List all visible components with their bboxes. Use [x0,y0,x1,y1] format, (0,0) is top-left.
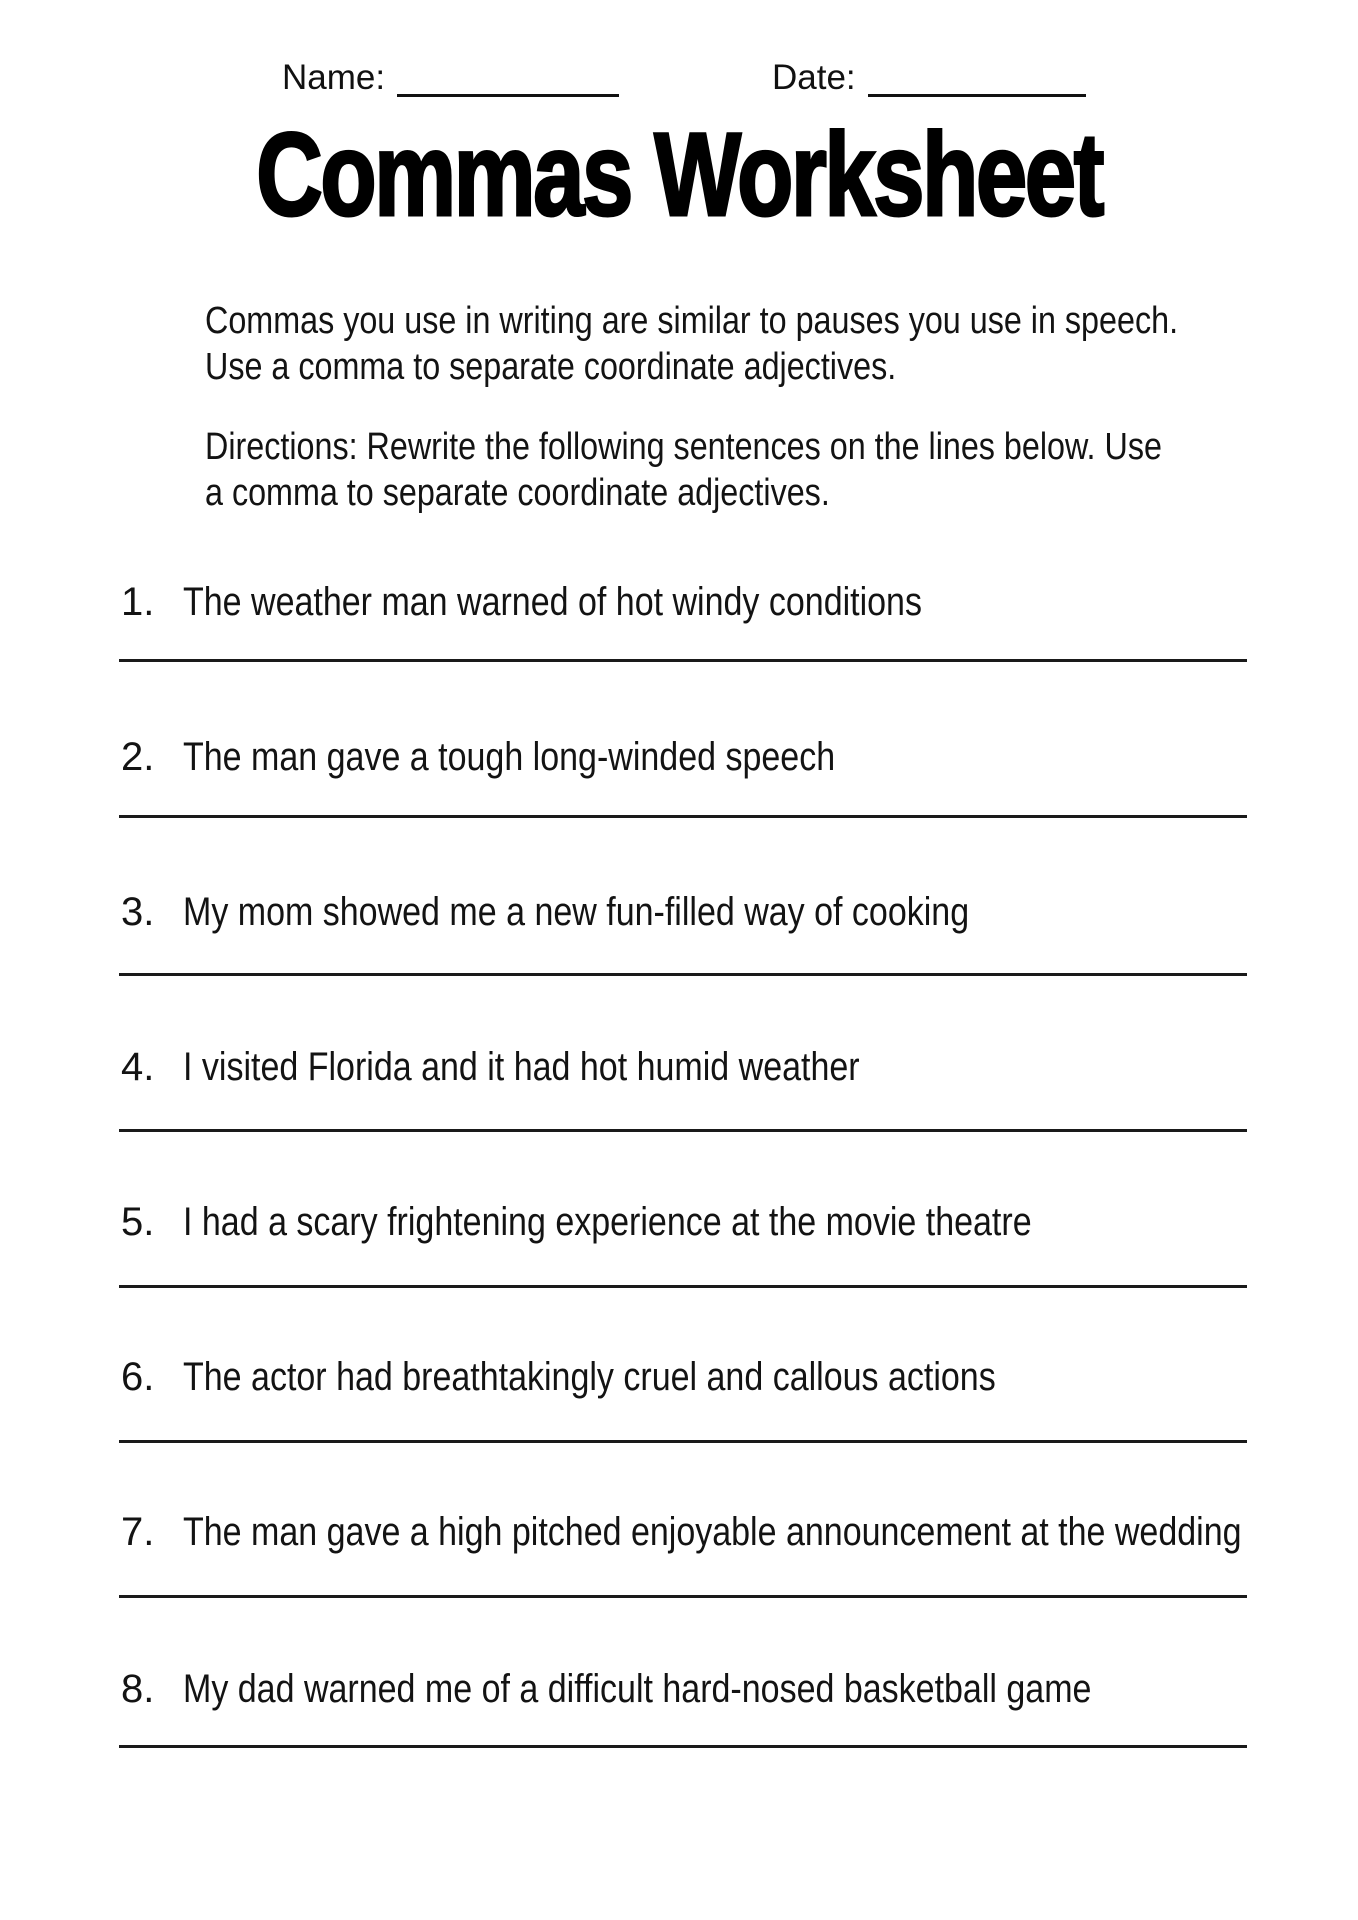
date-field [772,58,1086,97]
answer-line-5 [119,1285,1247,1288]
directions-line-1: Directions: Rewrite the following sentences on the lines below. Use [205,426,1162,468]
sentence-item-4 [121,1043,979,1091]
date-label: Date: [772,57,856,97]
name-field [282,58,619,97]
answer-line-2 [119,815,1247,818]
item-text: The weather man warned of hot windy conditions [183,580,922,624]
item-number: 4. [121,1045,155,1089]
answer-line-6 [119,1440,1247,1443]
item-text: The man gave a tough long-winded speech [183,735,836,779]
date-blank-line [868,58,1086,97]
intro-paragraph [205,298,1350,390]
sentence-item-1 [121,578,1052,626]
item-number: 1. [121,580,155,624]
sentence-item-5 [121,1198,1181,1246]
page-title: Commas Worksheet [256,109,1102,241]
name-label: Name: [282,57,386,97]
name-blank-line [397,58,619,97]
item-text: The man gave a high pitched enjoyable announcement at the wedding [183,1510,1242,1554]
title-container [0,109,1358,241]
item-text: I had a scary frightening experience at the movie theatre [183,1200,1032,1244]
answer-line-7 [119,1595,1247,1598]
item-text: The actor had breathtakingly cruel and callous actions [183,1355,996,1399]
item-number: 2. [121,735,155,779]
item-number: 6. [121,1355,155,1399]
sentence-item-7 [121,1508,1358,1556]
intro-line-1: Commas you use in writing are similar to pauses you use in speech. [205,300,1179,342]
item-number: 5. [121,1200,155,1244]
answer-line-4 [119,1129,1247,1132]
answer-line-1 [119,659,1247,662]
sentence-item-8 [121,1665,1252,1713]
answer-line-3 [119,973,1247,976]
sentence-item-6 [121,1353,1139,1401]
directions-paragraph [205,424,1331,516]
sentence-item-2 [121,733,950,781]
item-number: 3. [121,890,155,934]
intro-line-2: Use a comma to separate coordinate adjectives. [205,346,897,388]
directions-line-2: a comma to separate coordinate adjectives. [205,472,830,514]
item-text: My dad warned me of a difficult hard-nosed basketball game [183,1667,1092,1711]
item-text: I visited Florida and it had hot humid weather [183,1045,860,1089]
answer-line-8 [119,1745,1247,1748]
item-number: 8. [121,1667,155,1711]
item-text: My mom showed me a new fun-filled way of cooking [183,890,970,934]
sentence-item-3 [121,888,1108,936]
item-number: 7. [121,1510,155,1554]
